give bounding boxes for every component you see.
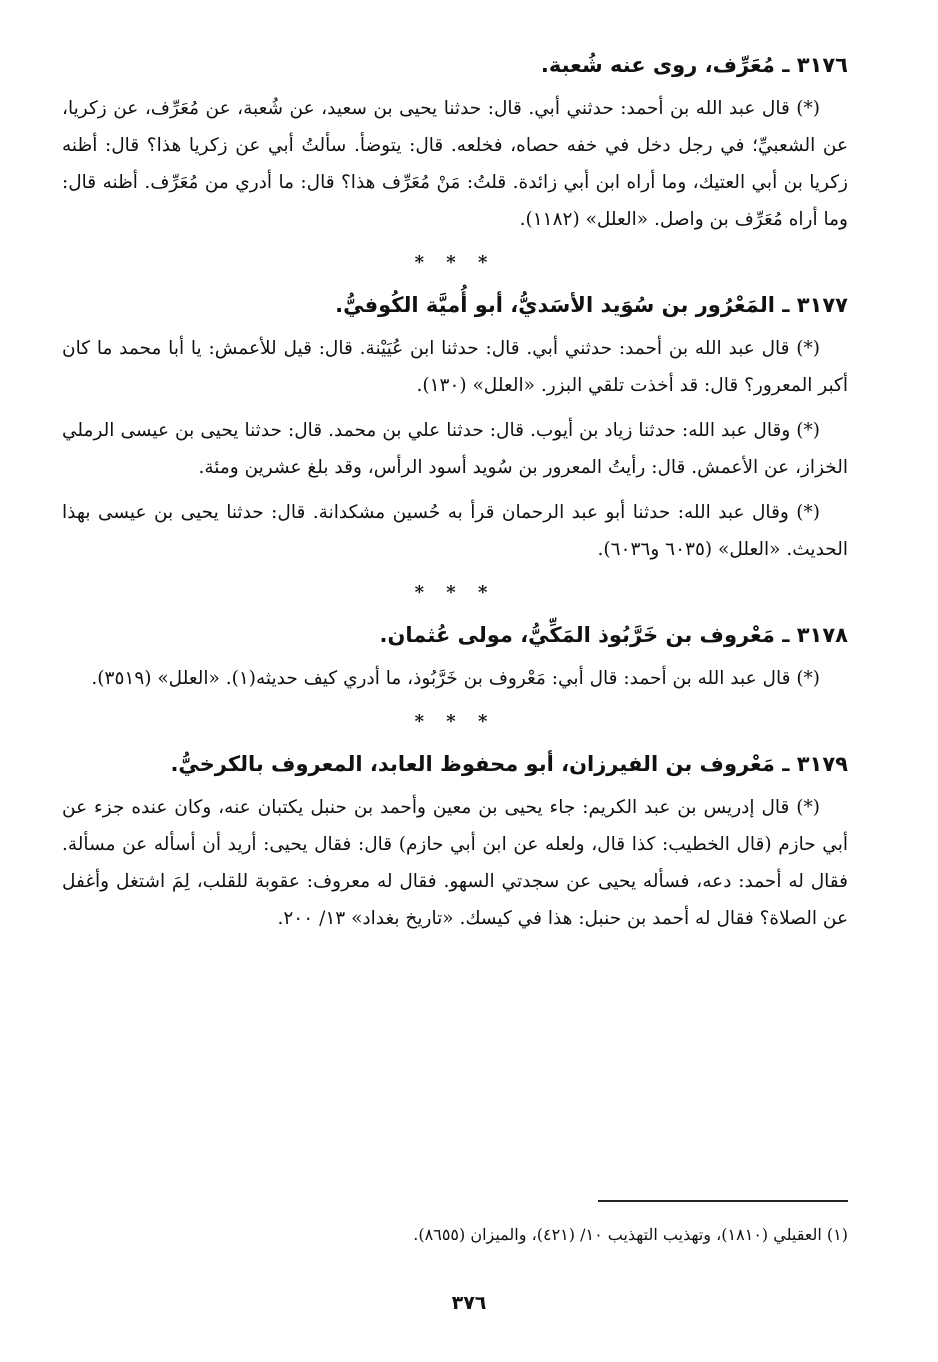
- entry-title: ٣١٧٨ ـ مَعْروف بن خَرَّبُوذ المَكِّيُّ، مولى عُثمان.: [379, 623, 848, 647]
- entry-paragraph: (*) قال عبد الله بن أحمد: حدثني أبي. قال: حدثنا ابن عُيَيْنة. قال: قيل للأعمش: يا أبا محمد ما كان أكبر المعرور؟ قال: قد أخذت تلقي البزر. «العلل» (١٣٠).: [62, 338, 848, 396]
- entry-3176: [62, 48, 848, 238]
- entry-paragraph: (*) قال عبد الله بن أحمد: حدثني أبي. قال: حدثنا يحيى بن سعيد، عن شُعبة، عن مُعَرِّف، عن زكريا، عن الشعبيِّ؛ في رجل دخل في خفه حصاه، فخلعه. قال: يتوضأ. سألتُ أبي عن زكريا هذا؟ قال: أظنه زكريا بن أبي العتيك، وما أراه ابن أبي زائدة. قلتُ: مَنْ مُعَرِّف هذا؟ قال: ما أدري من مُعَرِّف. أظنه قال: وما أراه مُعَرِّف بن واصل. «العلل» (١١٨٢).: [62, 98, 848, 230]
- page-body: [62, 48, 848, 945]
- entry-3179: [62, 747, 848, 937]
- entry-title: ٣١٧٧ ـ المَعْرُور بن سُوَيد الأسَديُّ، أبو أُميَّة الكُوفيُّ.: [335, 293, 848, 317]
- section-separator: * * *: [414, 582, 496, 603]
- section-separator: * * *: [414, 252, 496, 273]
- footnote: (١) العقيلي (١٨١٠)، وتهذيب التهذيب ١٠/ (٤٢١)، والميزان (٨٦٥٥).: [413, 1225, 848, 1244]
- entry-paragraph: (*) وقال عبد الله: حدثنا أبو عبد الرحمان قرأ به حُسين مشكدانة. قال: حدثنا يحيى بن عيسى بهذا الحديث. «العلل» (٦٠٣٥ و٦٠٣٦).: [62, 502, 848, 560]
- entry-paragraph: (*) قال عبد الله بن أحمد: قال أبي: مَعْروف بن خَرَّبُوذ، ما أدري كيف حديثه(١). «العلل» (٣٥١٩).: [91, 668, 820, 689]
- entry-3177: [62, 288, 848, 568]
- entry-title: ٣١٧٦ ـ مُعَرِّف، روى عنه شُعبة.: [540, 53, 848, 77]
- entry-title: ٣١٧٩ ـ مَعْروف بن الفيرزان، أبو محفوظ العابد، المعروف بالكرخيُّ.: [170, 752, 848, 776]
- footnote-rule: [598, 1200, 848, 1202]
- entry-paragraph: (*) وقال عبد الله: حدثنا زياد بن أيوب. قال: حدثنا علي بن محمد. قال: حدثنا يحيى بن عيسى الرملي الخزاز، عن الأعمش. قال: رأيتُ المعرور بن سُويد أسود الرأس، وقد بلغ عشرين ومئة.: [62, 420, 848, 478]
- entry-paragraph: (*) قال إدريس بن عبد الكريم: جاء يحيى بن معين وأحمد بن حنبل يكتبان عنه، وكان عنده جزء عن أبي حازم (قال الخطيب: كذا قال، ولعله عن ابن أبي حازم) قال: فقال يحيى: أريد أن أسأله عن مسألة. فقال له أحمد: دعه، فسأله يحيى عن سجدتي السهو. فقال له معروف: عقوبة للقلب، لِمَ اشتغل وأغفل عن الصلاة؟ فقال له أحمد بن حنبل: هذا في كيسك. «تاريخ بغداد» ١٣/ ٢٠٠.: [62, 797, 848, 929]
- section-separator: * * *: [414, 711, 496, 732]
- entry-3178: [62, 618, 848, 697]
- page-number: ٣٧٦: [451, 1292, 487, 1314]
